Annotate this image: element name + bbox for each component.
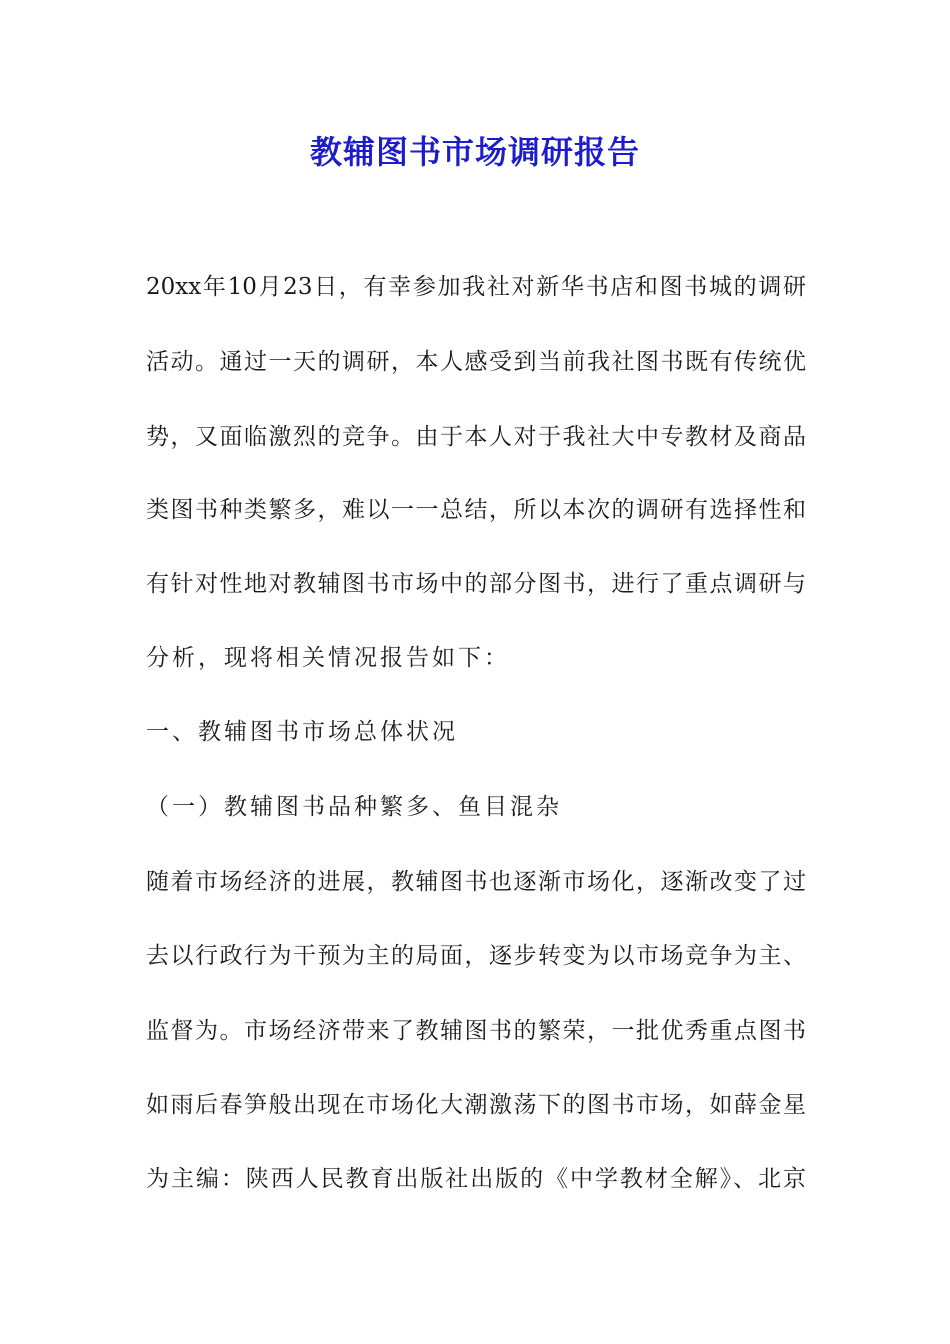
paragraph-line: 20xx年10月23日，有幸参加我社对新华书店和图书城的调研 [146,274,806,300]
section-heading: 一、教辅图书市场总体状况 [146,719,458,745]
paragraph-line: 有针对性地对教辅图书市场中的部分图书，进行了重点调研与 [146,571,806,597]
paragraph-line: 活动。通过一天的调研，本人感受到当前我社图书既有传统优 [146,349,806,375]
subsection-heading: （一）教辅图书品种繁多、鱼目混杂 [146,794,562,820]
paragraph-line: 监督为。市场经济带来了教辅图书的繁荣，一批优秀重点图书 [146,1018,806,1044]
paragraph-line: 去以行政行为干预为主的局面，逐步转变为以市场竞争为主、 [146,943,806,969]
paragraph-line: 势，又面临激烈的竞争。由于本人对于我社大中专教材及商品 [146,424,806,450]
document-title: 教辅图书市场调研报告 [309,133,640,171]
paragraph-line: 如雨后春笋般出现在市场化大潮激荡下的图书市场，如薛金星 [146,1092,806,1118]
paragraph-line: 为主编：陕西人民教育出版社出版的《中学教材全解》、北京 [146,1166,806,1192]
paragraph-line: 分析，现将相关情况报告如下： [146,645,510,671]
paragraph-line: 随着市场经济的进展，教辅图书也逐渐市场化，逐渐改变了过 [146,869,806,895]
paragraph-line: 类图书种类繁多，难以一一总结，所以本次的调研有选择性和 [146,497,806,523]
